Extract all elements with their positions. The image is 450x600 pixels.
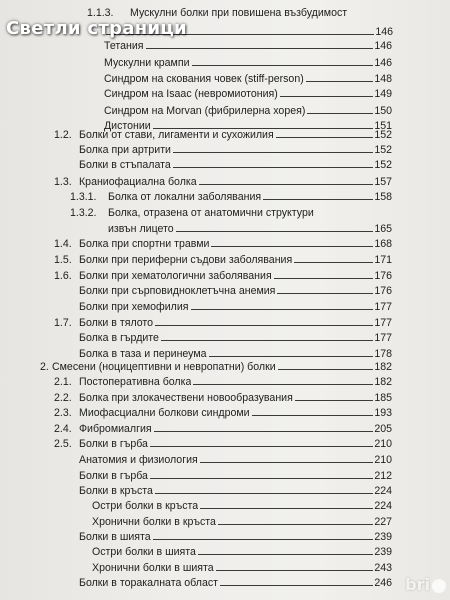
toc-entry-title: Синдром на Morvan (фибрилерна хорея): [104, 105, 306, 117]
toc-entry-number: 1.2.: [54, 129, 72, 141]
toc-leader-line: [155, 493, 373, 494]
toc-leader-line: [150, 446, 373, 447]
toc-entry: [54, 175, 392, 189]
toc-entry-page: 227: [374, 516, 392, 528]
toc-entry-number: 2.2.: [54, 392, 72, 404]
toc-entry-title: Болка в гърдите: [79, 332, 159, 344]
toc-entry: [79, 331, 392, 345]
toc-leader-line: [209, 356, 374, 357]
toc-entry: [54, 237, 392, 251]
toc-entry-title: Анатомия и физиология: [79, 454, 198, 466]
toc-entry-number: 2.: [40, 361, 49, 373]
toc-entry-title: Остри болки в шията: [92, 546, 196, 558]
toc-entry: [79, 300, 392, 314]
toc-leader-line: [193, 384, 373, 385]
toc-entry-page: 171: [374, 254, 392, 266]
toc-entry-title: Болки в гърба: [79, 438, 148, 450]
toc-entry-title: Болки при сърповидноклетъчна анемия: [79, 285, 276, 297]
toc-entry-number: 1.1.3.: [87, 7, 114, 19]
toc-entry: [92, 515, 392, 529]
toc-entry: [104, 56, 392, 70]
toc-entry: [70, 206, 392, 220]
corner-stamp: [405, 575, 446, 594]
stamp-text: bri: [405, 575, 430, 594]
toc-entry-title: извън лицето: [108, 223, 174, 235]
toc-entry: [104, 87, 392, 101]
toc-entry-number: 1.3.2.: [70, 207, 97, 219]
toc-entry-title: Смесени (ноцицептивни и невропатни) болки: [52, 361, 276, 373]
toc-entry-page: 239: [374, 546, 392, 558]
toc-leader-line: [198, 554, 373, 555]
toc-leader-line: [218, 524, 373, 525]
toc-entry-page: 177: [374, 317, 392, 329]
toc-entry: [92, 499, 392, 513]
toc-entry: [104, 104, 392, 118]
toc-entry-page: 239: [374, 531, 392, 543]
toc-entry-page: 210: [374, 438, 392, 450]
toc-entry: [79, 158, 392, 172]
toc-entry-page: 178: [374, 348, 392, 360]
toc-leader-line: [200, 462, 374, 463]
toc-entry-page: 177: [374, 332, 392, 344]
toc-entry-page: 212: [374, 470, 392, 482]
toc-entry-title: Синдром на скования човек (stiff-person): [104, 73, 304, 85]
toc-leader-line: [199, 184, 374, 185]
toc-entry-page: 149: [374, 88, 392, 100]
toc-leader-line: [307, 113, 373, 114]
toc-entry: [104, 72, 392, 86]
toc-entry-page: 148: [374, 73, 392, 85]
toc-entry-title: Болки в торакалната област: [79, 577, 218, 589]
toc-entry: [54, 128, 392, 142]
toc-leader-line: [146, 48, 374, 49]
toc-entry-page: 150: [374, 105, 392, 117]
toc-leader-line: [200, 508, 373, 509]
toc-entry-page: 168: [374, 238, 392, 250]
toc-entry: [54, 391, 392, 405]
toc-entry: [40, 360, 392, 374]
toc-entry: [54, 253, 392, 267]
toc-leader-line: [211, 246, 373, 247]
toc-entry: [54, 406, 392, 420]
toc-entry-title: Хронични болки в шията: [92, 562, 214, 574]
toc-entry-page: 152: [374, 159, 392, 171]
toc-entry-number: 1.3.: [54, 176, 72, 188]
toc-entry-title: Болки в тялото: [79, 317, 154, 329]
toc-entry-number: 2.5.: [54, 438, 72, 450]
toc-leader-line: [220, 585, 373, 586]
toc-entry: [79, 576, 392, 590]
toc-entry-title: Болки в шията: [79, 531, 151, 543]
toc-entry-number: 1.5.: [54, 254, 72, 266]
toc-entry-number: 1.6.: [54, 270, 72, 282]
toc-entry: [92, 561, 392, 575]
toc-entry-title: Тетания: [104, 40, 144, 52]
toc-entry: [54, 375, 392, 389]
toc-entry-title: Болки в гърба: [79, 470, 148, 482]
watermark-logo: Светли страници: [6, 18, 187, 39]
toc-entry-page: 246: [374, 577, 392, 589]
toc-entry-page: 182: [374, 376, 392, 388]
toc-leader-line: [153, 539, 374, 540]
toc-entry: [79, 284, 392, 298]
toc-entry-number: 2.4.: [54, 423, 72, 435]
toc-leader-line: [263, 199, 373, 200]
toc-entry-page: 176: [374, 270, 392, 282]
toc-entry: [79, 143, 392, 157]
toc-entry-page: 176: [374, 285, 392, 297]
toc-entry-title: Болки при хематологични заболявания: [79, 270, 272, 282]
toc-entry-title: Болки при хемофилия: [79, 301, 189, 313]
toc-entry-page: 205: [374, 423, 392, 435]
toc-entry-title: Болка при спортни травми: [79, 238, 210, 250]
toc-entry-number: 1.3.1.: [70, 191, 97, 203]
toc-entry-page: 146: [374, 57, 392, 69]
toc-entry-title: Болки при периферни съдови заболявания: [79, 254, 293, 266]
toc-entry-title: Болка от локални заболявания: [108, 191, 262, 203]
toc-leader-line: [277, 293, 373, 294]
toc-entry-page: 151: [374, 120, 392, 132]
toc-leader-line: [274, 278, 374, 279]
toc-entry-title: Болка при артрити: [79, 144, 171, 156]
toc-entry-title: Хронични болки в кръста: [92, 516, 216, 528]
toc-entry-number: 1.4.: [54, 238, 72, 250]
toc-entry: [79, 530, 392, 544]
toc-entry-title: Болки от стави, лигаменти и сухожилия: [79, 129, 274, 141]
toc-leader-line: [154, 431, 374, 432]
toc-entry-page: 157: [374, 176, 392, 188]
toc-entry-title: Мускулни крампи: [104, 57, 190, 69]
toc-entry-page: 152: [374, 129, 392, 141]
toc-entry-title: Болка в таза и перинеума: [79, 348, 207, 360]
toc-entry-page: 243: [374, 562, 392, 574]
toc-leader-line: [155, 325, 373, 326]
toc-entry-title: Синдром на Isaac (невромиотония): [104, 88, 278, 100]
toc-leader-line: [276, 137, 374, 138]
toc-leader-line: [191, 309, 374, 310]
toc-entry-title: Постоперативна болка: [79, 376, 192, 388]
toc-entry: [70, 190, 392, 204]
toc-entry: [79, 484, 392, 498]
toc-leader-line: [252, 415, 374, 416]
toc-leader-line: [278, 369, 374, 370]
toc-entry-title: Мускулни болки при повишена възбудимост: [130, 7, 348, 19]
toc-entry-page: 193: [374, 407, 392, 419]
toc-leader-line: [173, 152, 373, 153]
toc-entry-title: Миофасциални болкови синдроми: [79, 407, 250, 419]
toc-entry: [79, 347, 392, 361]
toc-entry-title: Остри болки в кръста: [92, 500, 199, 512]
toc-leader-line: [173, 167, 374, 168]
toc-entry: [54, 437, 392, 451]
stamp-dot-icon: [432, 579, 446, 593]
toc-leader-line: [295, 400, 373, 401]
toc-entry-page: 185: [374, 392, 392, 404]
toc-entry-page: 165: [374, 223, 392, 235]
toc-leader-line: [192, 65, 374, 66]
toc-entry-title: Дистонии: [104, 120, 151, 132]
toc-entry-page: 158: [374, 191, 392, 203]
toc-entry-title: Болки в кръста: [79, 485, 153, 497]
toc-entry-page: 177: [374, 301, 392, 313]
toc-entry-number: 1.7.: [54, 317, 72, 329]
toc-entry-page: 224: [374, 500, 392, 512]
toc-leader-line: [150, 478, 373, 479]
toc-entry-title: Болка при злокачествени новообразувания: [79, 392, 293, 404]
toc-entry-page: 146: [375, 26, 393, 38]
toc-entry-title: Болки в стъпалата: [79, 159, 171, 171]
toc-leader-line: [294, 262, 373, 263]
toc-entry-page: 210: [374, 454, 392, 466]
toc-leader-line: [306, 81, 374, 82]
toc-entry: [104, 39, 392, 53]
toc-entry-number: 2.3.: [54, 407, 72, 419]
toc-entry-title: Краниофациална болка: [79, 176, 197, 188]
toc-entry: [54, 422, 392, 436]
toc-leader-line: [161, 340, 373, 341]
toc-entry: [54, 316, 392, 330]
toc-entry-title: Фибромиалгия: [79, 423, 152, 435]
toc-entry-title: Болка, отразена от анатомични структури: [108, 207, 314, 219]
toc-entry: [79, 469, 392, 483]
toc-entry: [108, 222, 392, 236]
toc-leader-line: [176, 231, 374, 232]
toc-leader-line: [280, 96, 374, 97]
toc-entry-page: 152: [374, 144, 392, 156]
toc-leader-line: [216, 570, 374, 571]
toc-entry-number: 2.1.: [54, 376, 72, 388]
toc-entry: [79, 453, 392, 467]
toc-entry: [54, 269, 392, 283]
toc-entry-page: 182: [374, 361, 392, 373]
toc-entry: [92, 545, 392, 559]
toc-entry-page: 146: [374, 40, 392, 52]
toc-entry-page: 224: [374, 485, 392, 497]
